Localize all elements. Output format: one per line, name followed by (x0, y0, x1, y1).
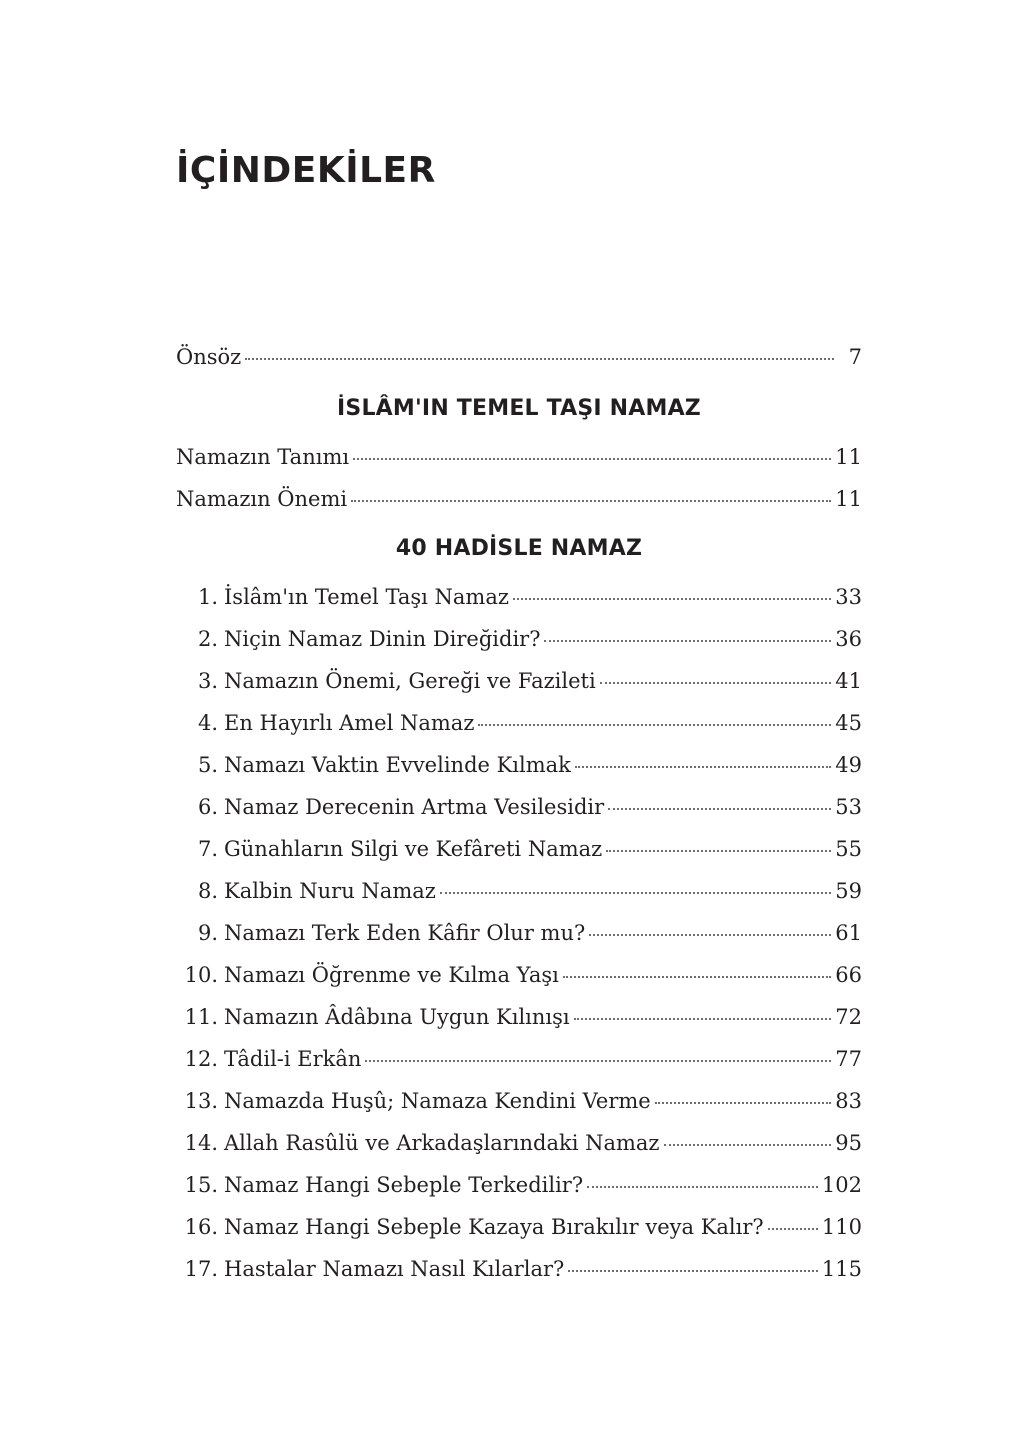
toc-entry[interactable] (176, 1122, 862, 1164)
toc-entry-page: 11 (835, 487, 862, 511)
toc-entry-page: 59 (835, 879, 862, 903)
toc-entry-number: 12. (184, 1047, 218, 1071)
dot-leader (608, 807, 831, 810)
dot-leader (575, 765, 831, 768)
dot-leader (664, 1143, 832, 1146)
table-of-contents (176, 336, 862, 1290)
dot-leader (440, 891, 831, 894)
toc-entry[interactable] (176, 576, 862, 618)
page-title: İÇİNDEKİLER (176, 150, 436, 191)
toc-entry-page: 66 (835, 963, 862, 987)
toc-entry-label: Niçin Namaz Dinin Direğidir? (224, 627, 541, 651)
toc-entry[interactable] (176, 954, 862, 996)
toc-entry-label: Namazda Huşû; Namaza Kendini Verme (224, 1089, 651, 1113)
toc-entry[interactable] (176, 1038, 862, 1080)
toc-entry-page: 95 (835, 1131, 862, 1155)
toc-entry-page: 36 (835, 627, 862, 651)
toc-entry-label: Namaz Derecenin Artma Vesilesidir (224, 795, 605, 819)
toc-entry-number: 2. (197, 627, 218, 651)
toc-entry[interactable] (176, 744, 862, 786)
toc-entry-label: Namazın Önemi (176, 487, 348, 511)
dot-leader (245, 357, 834, 360)
toc-entry-page: 61 (835, 921, 862, 945)
toc-entry-label: En Hayırlı Amel Namaz (224, 711, 475, 735)
toc-entry-label: Namazın Önemi, Gereği ve Fazileti (224, 669, 596, 693)
toc-entry-number: 6. (197, 795, 218, 819)
toc-entry[interactable] (176, 660, 862, 702)
toc-entry-page: 55 (835, 837, 862, 861)
toc-entry-label: Tâdil-i Erkân (224, 1047, 362, 1071)
toc-entry[interactable] (176, 478, 862, 520)
toc-entry-page: 110 (821, 1215, 862, 1239)
section-entries (176, 576, 862, 1290)
toc-entry-label: Namazı Öğrenme ve Kılma Yaşı (224, 963, 559, 987)
toc-entry-number: 7. (197, 837, 218, 861)
toc-entry[interactable] (176, 996, 862, 1038)
toc-entry-number: 5. (197, 753, 218, 777)
dot-leader (544, 639, 831, 642)
toc-entry-label: İslâm'ın Temel Taşı Namaz (224, 585, 509, 609)
toc-entry-preface[interactable] (176, 336, 862, 378)
dot-leader (655, 1101, 832, 1104)
dot-leader (587, 1185, 818, 1188)
toc-entry-page: 72 (835, 1005, 862, 1029)
toc-entry[interactable] (176, 912, 862, 954)
toc-entry[interactable] (176, 786, 862, 828)
toc-entry[interactable] (176, 1248, 862, 1290)
toc-entry-page: 53 (835, 795, 862, 819)
toc-entry-number: 3. (197, 669, 218, 693)
toc-entry-label: Namazı Vaktin Evvelinde Kılmak (224, 753, 571, 777)
dot-leader (600, 681, 832, 684)
toc-entry-label: Namazın Tanımı (176, 445, 350, 469)
section-heading: İSLÂM'IN TEMEL TAŞI NAMAZ (337, 396, 701, 421)
section-entries (176, 436, 862, 520)
toc-entry-page: 11 (835, 445, 862, 469)
toc-entry[interactable] (176, 436, 862, 478)
toc-entry[interactable] (176, 1206, 862, 1248)
toc-entry-number: 14. (184, 1131, 218, 1155)
dot-leader (574, 1017, 832, 1020)
toc-entry-number: 16. (184, 1215, 218, 1239)
toc-entry-label: Hastalar Namazı Nasıl Kılarlar? (224, 1257, 565, 1281)
dot-leader (353, 457, 831, 460)
toc-entry-label: Allah Rasûlü ve Arkadaşlarındaki Namaz (224, 1131, 660, 1155)
dot-leader (351, 499, 831, 502)
toc-entry-number: 15. (184, 1173, 218, 1197)
dot-leader (365, 1059, 831, 1062)
section-heading: 40 HADİSLE NAMAZ (395, 536, 643, 561)
toc-entry-label: Önsöz (176, 345, 242, 369)
toc-entry-page: 83 (835, 1089, 862, 1113)
toc-entry-page: 41 (835, 669, 862, 693)
toc-entry-number: 10. (184, 963, 218, 987)
toc-entry-number: 4. (197, 711, 218, 735)
toc-entry-page: 7 (848, 345, 862, 369)
toc-entry-label: Namazın Âdâbına Uygun Kılınışı (224, 1005, 570, 1029)
dot-leader (589, 933, 831, 936)
toc-entry-number: 1. (197, 585, 218, 609)
toc-entry-page: 115 (821, 1257, 862, 1281)
dot-leader (563, 975, 831, 978)
dot-leader (768, 1227, 818, 1230)
toc-entry-page: 102 (821, 1173, 862, 1197)
toc-entry[interactable] (176, 870, 862, 912)
toc-entry-number: 13. (184, 1089, 218, 1113)
toc-entry-number: 11. (184, 1005, 218, 1029)
toc-entry-number: 9. (197, 921, 218, 945)
toc-entry[interactable] (176, 702, 862, 744)
dot-leader (568, 1269, 818, 1272)
toc-entry-page: 33 (835, 585, 862, 609)
toc-entry-label: Namazı Terk Eden Kâfir Olur mu? (224, 921, 586, 945)
dot-leader (478, 723, 831, 726)
toc-entry[interactable] (176, 1164, 862, 1206)
toc-entry-page: 45 (835, 711, 862, 735)
dot-leader (606, 849, 831, 852)
toc-entry[interactable] (176, 828, 862, 870)
dot-leader (513, 597, 831, 600)
toc-entry-label: Günahların Silgi ve Kefâreti Namaz (224, 837, 603, 861)
toc-entry-number: 17. (184, 1257, 218, 1281)
toc-entry-page: 77 (835, 1047, 862, 1071)
toc-entry-label: Namaz Hangi Sebeple Terkedilir? (224, 1173, 584, 1197)
toc-entry-page: 49 (835, 753, 862, 777)
toc-entry[interactable] (176, 1080, 862, 1122)
toc-entry-label: Kalbin Nuru Namaz (224, 879, 436, 903)
toc-entry-label: Namaz Hangi Sebeple Kazaya Bırakılır veya Kalır? (224, 1215, 764, 1239)
toc-entry-number: 8. (197, 879, 218, 903)
toc-entry[interactable] (176, 618, 862, 660)
